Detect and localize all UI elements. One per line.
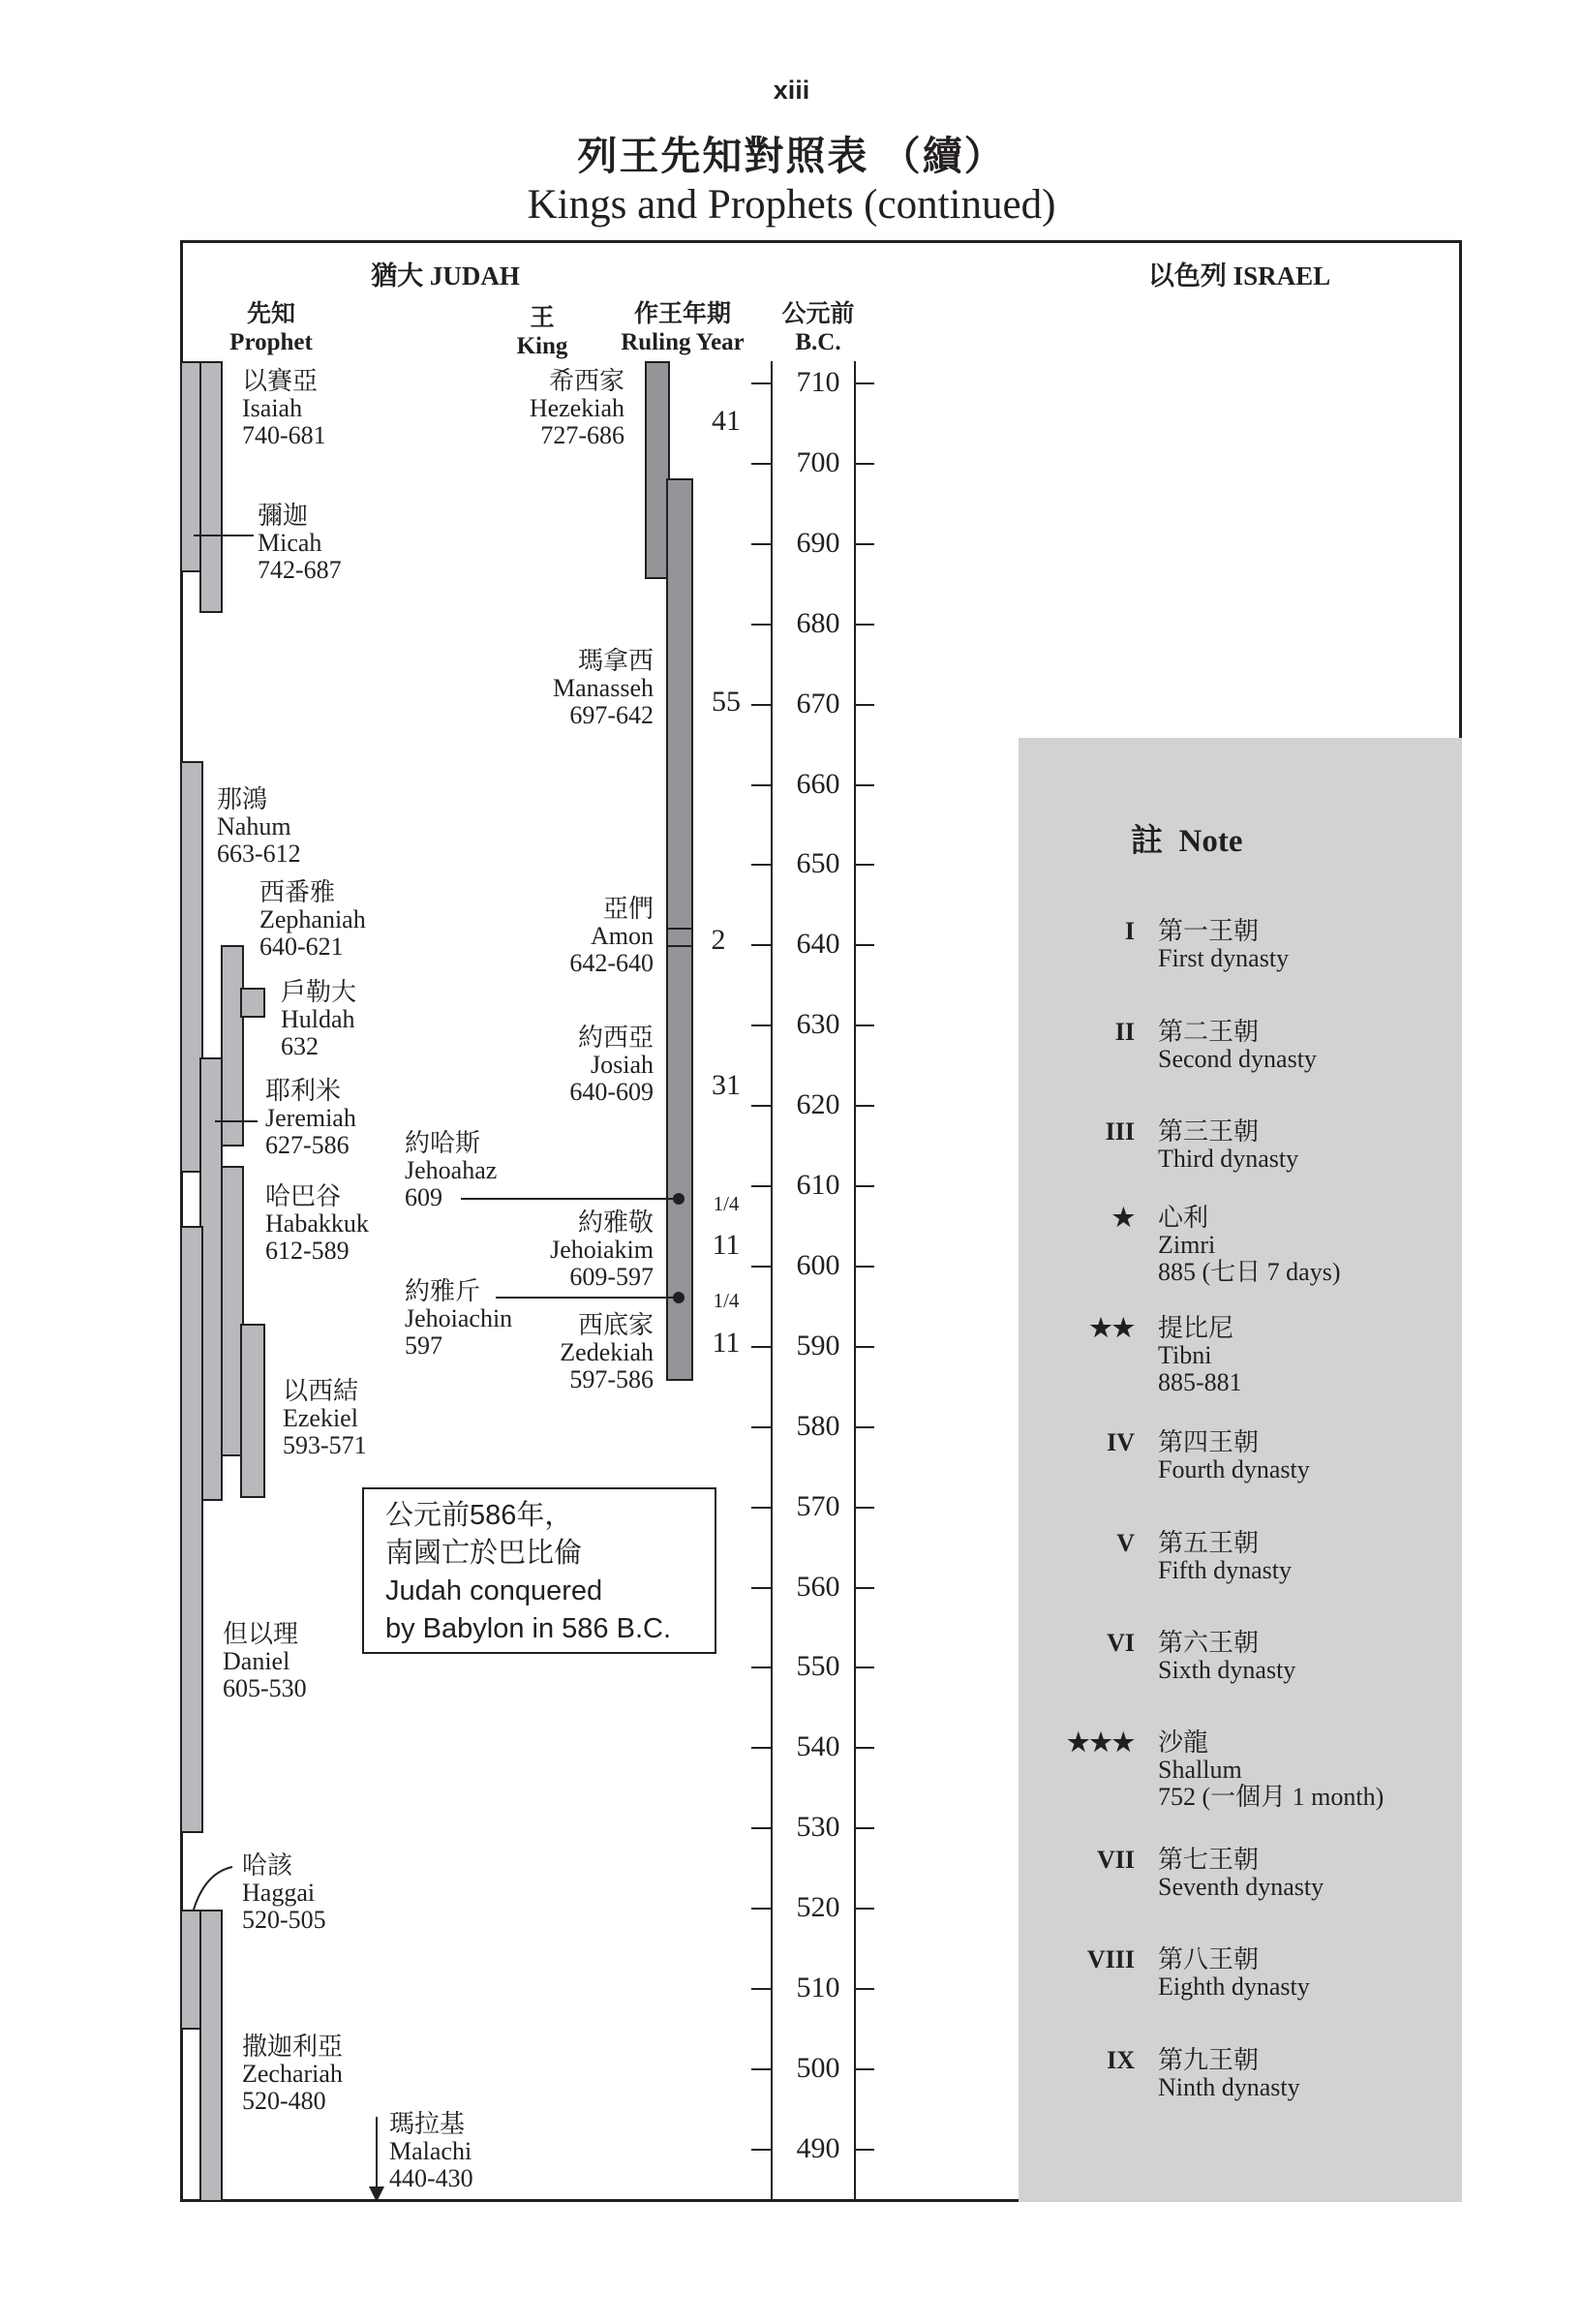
prophet-label-malachi: 瑪拉基 Malachi 440-430 <box>389 2110 473 2192</box>
ruling-year-manasseh: 55 <box>712 686 741 718</box>
timeline-tick-left <box>751 1105 772 1107</box>
prophet-label-jeremiah: 耶利米 Jeremiah 627-586 <box>265 1077 356 1159</box>
timeline-year-label: 630 <box>796 1008 840 1040</box>
note-item-extra: 885 (七日 7 days) <box>1158 1258 1341 1286</box>
note-item-en: Third dynasty <box>1158 1145 1299 1173</box>
king-header-en: King <box>516 333 568 359</box>
king-label-zedekiah: 西底家 Zedekiah 597-586 <box>560 1311 654 1393</box>
israel-heading: 以色列 ISRAEL <box>1147 261 1331 290</box>
note-item-en: Zimri <box>1158 1231 1216 1259</box>
note-item-zh: 第四王朝 <box>1158 1428 1260 1456</box>
bc-header-zh: 公元前 <box>781 301 855 327</box>
malachi-arrow-shaft <box>376 2117 378 2190</box>
note-item-extra: 752 (一個月 1 month) <box>1158 1783 1385 1811</box>
timeline-year-label: 560 <box>796 1571 840 1603</box>
note-item-en: Sixth dynasty <box>1158 1656 1296 1684</box>
king-label-jehoiakim: 約雅敬 Jehoiakim 609-597 <box>550 1208 654 1291</box>
timeline-tick-left <box>751 1988 772 1990</box>
timeline-year-label: 500 <box>796 2052 840 2084</box>
prophet-label-micah: 彌迦 Micah 742-687 <box>258 502 342 584</box>
note-item <box>1158 1530 1292 1584</box>
timeline-tick-left <box>751 2068 772 2070</box>
timeline-year-label: 540 <box>796 1730 840 1762</box>
prophet-label-daniel: 但以理 Daniel 605-530 <box>223 1620 307 1702</box>
king-label-jehoiachin: 約雅斤 Jehoiachin 597 <box>405 1277 513 1360</box>
note-marker: IX <box>1107 2046 1135 2074</box>
timeline-year-label: 580 <box>796 1410 840 1442</box>
king-label-josiah: 約西亞 Josiah 640-609 <box>569 1024 654 1106</box>
timeline-year-label: 520 <box>796 1891 840 1923</box>
timeline-year-label: 550 <box>796 1650 840 1682</box>
jehoiachin-leader-line <box>496 1297 678 1299</box>
prophet-label-huldah: 戶勒大 Huldah 632 <box>281 978 357 1060</box>
timeline-year-label: 690 <box>796 527 840 559</box>
note-item-en: Second dynasty <box>1158 1045 1317 1073</box>
timeline-tick-left <box>751 1587 772 1589</box>
timeline-year-label: 530 <box>796 1811 840 1843</box>
note-marker: III <box>1105 1117 1135 1146</box>
prophet-label-zechariah: 撒迦利亞 Zechariah 520-480 <box>242 2033 344 2115</box>
timeline-tick-left <box>751 382 772 384</box>
timeline-year-label: 680 <box>796 607 840 639</box>
note-item-en: First dynasty <box>1158 944 1290 972</box>
jehoahaz-leader-line <box>461 1198 678 1200</box>
timeline-left-rule <box>771 361 773 2201</box>
callout-en-line1: Judah conquered <box>385 1575 603 1606</box>
king-label-amon: 亞們 Amon 642-640 <box>569 895 654 977</box>
prophet-label-habakkuk: 哈巴谷 Habakkuk 612-589 <box>265 1182 369 1265</box>
prophet-header-zh: 先知 <box>246 301 295 327</box>
timeline-year-label: 610 <box>796 1169 840 1201</box>
note-item-zh: 第三王朝 <box>1158 1117 1260 1146</box>
note-item <box>1158 918 1289 972</box>
timeline-year-label: 590 <box>796 1330 840 1361</box>
note-item-zh: 沙龍 <box>1158 1728 1209 1757</box>
note-item <box>1158 1946 1310 2001</box>
king-column-header <box>494 304 591 360</box>
timeline-tick-left <box>751 1426 772 1428</box>
judah-heading: 猶大 JUDAH <box>371 261 520 290</box>
ruling-year-header-zh: 作王年期 <box>633 301 731 327</box>
timeline-tick-left <box>751 1024 772 1026</box>
note-item-en: Tibni <box>1158 1341 1212 1369</box>
ruling-year-jehoiachin: 1/4 <box>713 1289 740 1312</box>
ruling-year-hezekiah: 41 <box>712 405 741 437</box>
prophet-column-header <box>203 300 339 356</box>
zephaniah-bar <box>221 945 244 1147</box>
timeline-year-label: 600 <box>796 1249 840 1281</box>
note-item <box>1158 1429 1310 1483</box>
jeremiah-leader-line <box>215 1120 258 1122</box>
timeline-year-label: 640 <box>796 928 840 960</box>
note-item-en: Shallum <box>1158 1756 1242 1784</box>
note-item <box>1158 1729 1384 1811</box>
ruling-year-josiah: 31 <box>712 1069 741 1101</box>
king-label-hezekiah: 希西家 Hezekiah 727-686 <box>529 367 624 449</box>
ruling-year-column-header <box>600 300 765 356</box>
timeline-tick-left <box>751 1747 772 1749</box>
prophet-label-haggai: 哈該 Haggai 520-505 <box>242 1851 326 1934</box>
note-marker: ★★ <box>1089 1314 1135 1342</box>
note-item <box>1158 1118 1298 1173</box>
prophet-header-en: Prophet <box>229 329 313 355</box>
note-item-en: Fourth dynasty <box>1158 1455 1310 1483</box>
timeline-year-label: 700 <box>796 446 840 478</box>
timeline-tick-left <box>751 1507 772 1509</box>
king-header-zh: 王 <box>530 305 555 331</box>
note-item-en: Eighth dynasty <box>1158 1972 1310 2001</box>
timeline-tick-left <box>751 1185 772 1187</box>
note-title: 註 Note <box>1131 824 1243 859</box>
callout-zh-line2: 南國亡於巴比倫 <box>385 1538 583 1569</box>
ruling-year-jehoiakim: 11 <box>712 1229 741 1261</box>
malachi-arrow-head <box>369 2186 384 2202</box>
note-item-zh: 第九王朝 <box>1158 2046 1260 2074</box>
note-item-en: Seventh dynasty <box>1158 1873 1324 1901</box>
micah-bar <box>199 361 223 613</box>
callout-en-line2: by Babylon in 586 B.C. <box>385 1613 672 1644</box>
timeline-year-label: 570 <box>796 1490 840 1522</box>
note-item <box>1158 1847 1324 1901</box>
note-marker: VI <box>1107 1629 1135 1657</box>
timeline-tick-left <box>751 1667 772 1668</box>
note-item <box>1158 1315 1242 1396</box>
note-item-zh: 第六王朝 <box>1158 1629 1260 1657</box>
prophet-label-zephaniah: 西番雅 Zephaniah 640-621 <box>259 878 366 961</box>
prophet-label-nahum: 那鴻 Nahum 663-612 <box>217 785 301 868</box>
ezekiel-bar <box>240 1324 265 1498</box>
note-item-extra: 885-881 <box>1158 1368 1242 1396</box>
note-marker: IV <box>1107 1428 1135 1456</box>
timeline-tick-left <box>751 1266 772 1268</box>
callout-zh-line1: 公元前586年， <box>385 1500 573 1531</box>
timeline-year-label: 510 <box>796 1972 840 2003</box>
timeline-tick-left <box>751 2149 772 2151</box>
note-marker: VII <box>1096 1846 1135 1874</box>
timeline-year-label: 710 <box>796 366 840 398</box>
note-marker: II <box>1114 1018 1135 1046</box>
haggai-leader-line <box>184 1859 242 1917</box>
daniel-bar <box>180 1226 203 1833</box>
note-item <box>1158 1205 1340 1286</box>
ruling-year-jehoahaz: 1/4 <box>713 1192 740 1215</box>
timeline-tick-left <box>751 784 772 786</box>
micah-leader-line <box>194 535 254 536</box>
note-marker: V <box>1116 1529 1135 1557</box>
note-item-zh: 第二王朝 <box>1158 1018 1260 1046</box>
note-item-zh: 第五王朝 <box>1158 1529 1260 1557</box>
ruling-year-amon: 2 <box>711 924 726 956</box>
ruling-year-zedekiah: 11 <box>712 1327 741 1359</box>
timeline-year-label: 670 <box>796 688 840 719</box>
title-chinese: 列王先知對照表 （續） <box>577 134 1006 178</box>
timeline-year-label: 620 <box>796 1088 840 1120</box>
page-number: xiii <box>773 76 810 105</box>
ruling-year-header-en: Ruling Year <box>621 329 745 355</box>
timeline-tick-left <box>751 624 772 626</box>
zechariah-bar <box>199 1910 223 2202</box>
timeline-year-label: 660 <box>796 768 840 800</box>
note-marker: VIII <box>1086 1945 1135 1973</box>
note-item <box>1158 2047 1300 2101</box>
note-item-zh: 第一王朝 <box>1158 917 1260 945</box>
note-item <box>1158 1019 1317 1073</box>
note-marker: ★★★ <box>1067 1728 1135 1757</box>
timeline-tick-left <box>751 1827 772 1829</box>
timeline-tick-left <box>751 463 772 465</box>
note-item-en: Fifth dynasty <box>1158 1556 1292 1584</box>
title-english: Kings and Prophets (continued) <box>527 182 1056 228</box>
timeline-tick-left <box>751 543 772 545</box>
note-item <box>1158 1630 1295 1684</box>
note-item-zh: 第七王朝 <box>1158 1846 1260 1874</box>
note-marker: I <box>1124 917 1135 945</box>
note-item-zh: 第八王朝 <box>1158 1945 1260 1973</box>
prophet-label-isaiah: 以賽亞 Isaiah 740-681 <box>242 367 326 449</box>
note-item-zh: 提比尼 <box>1158 1314 1234 1342</box>
note-item-zh: 心利 <box>1158 1204 1209 1232</box>
timeline-tick-left <box>751 1908 772 1910</box>
huldah-bar <box>240 988 265 1018</box>
timeline-tick-left <box>751 864 772 866</box>
timeline-year-label: 490 <box>796 2132 840 2164</box>
bc-header-en: B.C. <box>795 329 841 355</box>
note-marker: ★ <box>1111 1204 1135 1232</box>
king-label-jehoahaz: 約哈斯 Jehoahaz 609 <box>405 1129 498 1211</box>
fall-of-judah-callout <box>362 1487 716 1654</box>
king-label-manasseh: 瑪拿西 Manasseh 697-642 <box>553 647 654 729</box>
bc-column-header <box>755 300 881 356</box>
note-item-en: Ninth dynasty <box>1158 2073 1300 2101</box>
timeline-year-label: 650 <box>796 847 840 879</box>
prophet-label-ezekiel: 以西結 Ezekiel 593-571 <box>283 1377 367 1459</box>
